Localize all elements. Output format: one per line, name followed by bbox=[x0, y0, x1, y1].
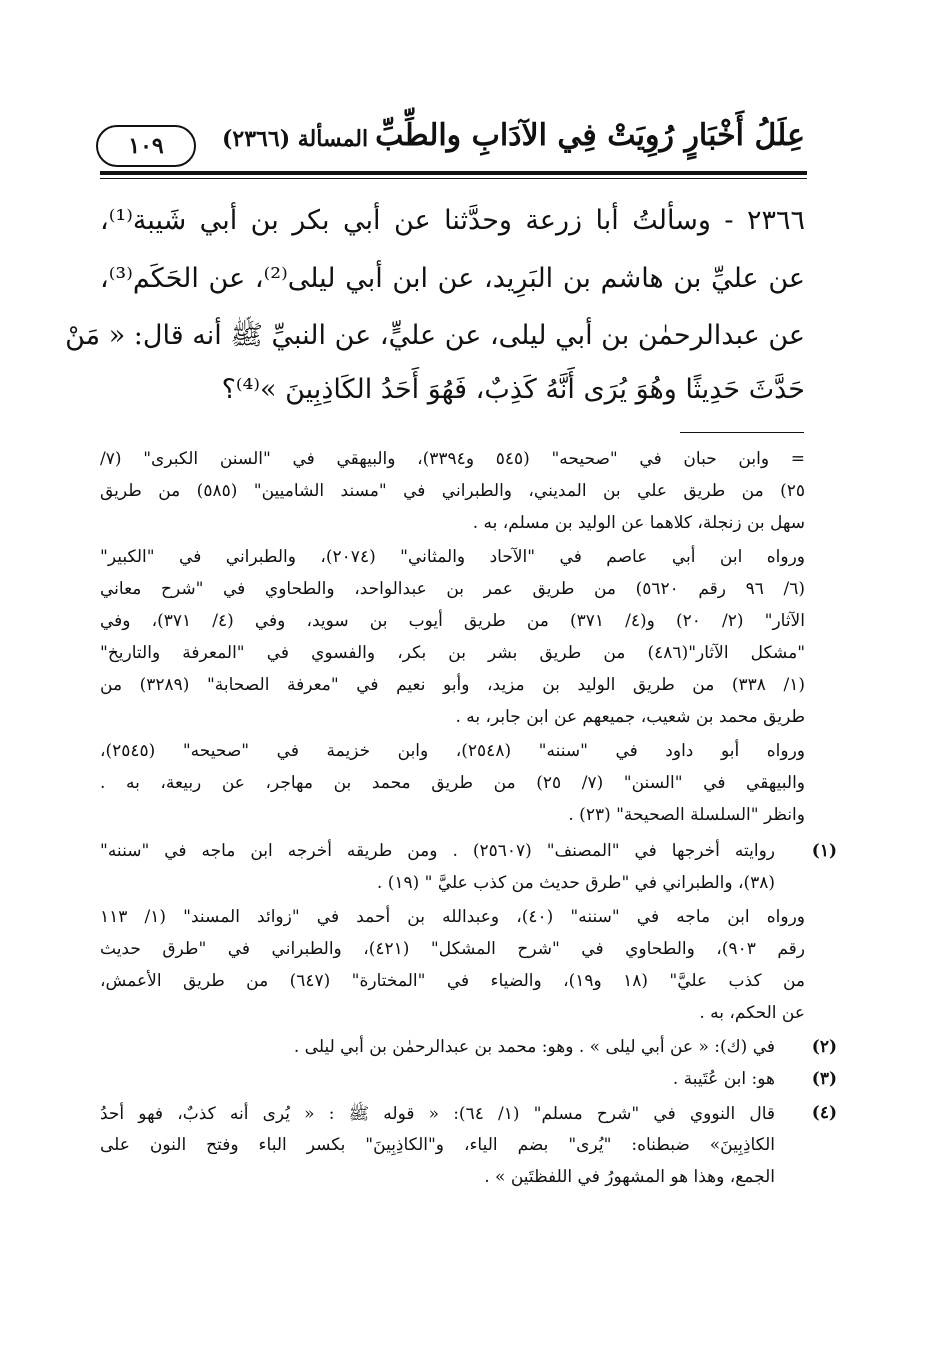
main-text-line: ٢٣٦٦ - وسألتُ أبا زرعة وحدَّثنا عن أبي بكر بن أبي شَيبة⁽¹⁾، bbox=[100, 205, 805, 236]
main-text-line: عن عليِّ بن هاشم بن البَرِيد، عن ابن أبي ليلى⁽²⁾، عن الحَكَم⁽³⁾، bbox=[100, 263, 805, 294]
footnote-line: هو: ابن عُتَيبة . bbox=[672, 1069, 775, 1089]
footnote-line: الآثار" (٢/ ٢٠) و(٤/ ٣٧١) من طريق أيوب بن سويد، وفي (٤/ ٣٧١)، وفي bbox=[100, 611, 805, 631]
footnote-line: والبيهقي في "السنن" (٧/ ٢٥) من طريق محمد بن مهاجر، عن ربيعة، به . bbox=[100, 773, 805, 793]
footnote-line: ورواه أبو داود في "سننه" (٢٥٤٨)، وابن خزيمة في "صحيحه" (٢٥٤٥)، bbox=[100, 741, 805, 761]
footnote-line: "مشكل الآثار"(٤٨٦) من طريق بشر بن بكر، والفسوي في "المعرفة والتاريخ" bbox=[100, 643, 806, 663]
footnote-line: ورواه ابن أبي عاصم في "الآحاد والمثاني" (٢٠٧٤)، والطبراني في "الكبير" bbox=[100, 547, 805, 567]
footnote-line: (١/ ٣٣٨) من طريق الوليد بن مزيد، وأبو نعيم في "معرفة الصحابة" (٣٢٨٩) من bbox=[100, 675, 805, 695]
footnote-separator bbox=[680, 432, 804, 433]
main-text-line: عن عبدالرحمٰن بن أبي ليلى، عن عليٍّ، عن النبيِّ ﷺ أنه قال: « مَنْ bbox=[65, 320, 805, 351]
footnote-line: (٦/ ٩٦ رقم ٥٦٢٠) من طريق عمر بن عبدالواحد، والطحاوي في "شرح معاني bbox=[100, 579, 805, 599]
footnote-number: (٢) bbox=[811, 1037, 837, 1057]
footnote-line: الجمع، وهذا هو المشهورُ في اللفظتَين » . bbox=[484, 1167, 775, 1187]
footnote-line: في (ك): « عن أبي ليلى » . وهو: محمد بن عبدالرحمٰن بن أبي ليلى . bbox=[293, 1037, 775, 1057]
main-text-line: حَدَّثَ حَدِيثًا وهُوَ يُرَى أَنَّهُ كَذِبٌ، فَهُوَ أَحَدُ الكَاذِبِينَ »⁽⁴⁾؟ bbox=[221, 374, 805, 405]
header-rule bbox=[100, 171, 807, 175]
page-number-badge: ١٠٩ bbox=[96, 125, 196, 167]
footnote-line: الكاذِبِينَ» ضبطناه: "يُرى" بضم الياء، و"الكاذِبِينَ" بكسر الباء وفتح النون على bbox=[100, 1135, 775, 1155]
header-rule-thin bbox=[100, 178, 807, 179]
footnote-line: ٢٥) من طريق علي بن المديني، والطبراني في "مسند الشاميين" (٥٨٥) من طريق bbox=[100, 481, 805, 501]
footnote-line: سهل بن زنجلة، كلاهما عن الوليد بن مسلم، به . bbox=[472, 513, 805, 533]
footnote-line: (٣٨)، والطبراني في "طرق حديث من كذب عليَّ " (١٩) . bbox=[376, 873, 775, 893]
issue-label: المسألة (٢٣٦٦) bbox=[222, 126, 369, 152]
footnote-line: طريق محمد بن شعيب، جميعهم عن ابن جابر، به . bbox=[455, 707, 805, 727]
footnote-line: قال النووي في "شرح مسلم" (١/ ٦٤): « قوله ﷺ : « يُرى أنه كذبٌ، فهو أحدُ bbox=[100, 1104, 775, 1124]
footnote-line: من كذب عليَّ" (١٨ و١٩)، والضياء في "المختارة" (٦٤٧) من طريق الأعمش، bbox=[100, 971, 806, 991]
footnote-line: روايته أخرجها في "المصنف" (٢٥٦٠٧) . ومن طريقه أخرجه ابن ماجه في "سننه" bbox=[100, 841, 775, 861]
footnote-number: (١) bbox=[811, 841, 837, 861]
running-title: عِلَلُ أَخْبَارٍ رُوِيَتْ فِي الآدَابِ والطِّبِّ bbox=[375, 118, 805, 153]
footnote-line: عن الحكم، به . bbox=[699, 1003, 805, 1023]
footnote-line: وانظر "السلسلة الصحيحة" (٢٣) . bbox=[568, 805, 805, 825]
footnote-line: رقم ٩٠٣)، والطحاوي في "شرح المشكل" (٤٢١)، والطبراني في "طرق حديث bbox=[100, 939, 805, 959]
footnote-number: (٣) bbox=[811, 1069, 837, 1089]
footnote-line: ورواه ابن ماجه في "سننه" (٤٠)، وعبدالله بن أحمد في "زوائد المسند" (١/ ١١٣ bbox=[100, 907, 805, 927]
footnote-number: (٤) bbox=[811, 1103, 837, 1123]
footnote-line: = وابن حبان في "صحيحه" (٥٤٥ و٣٣٩٤)، والبيهقي في "السنن الكبرى" (٧/ bbox=[100, 449, 805, 469]
